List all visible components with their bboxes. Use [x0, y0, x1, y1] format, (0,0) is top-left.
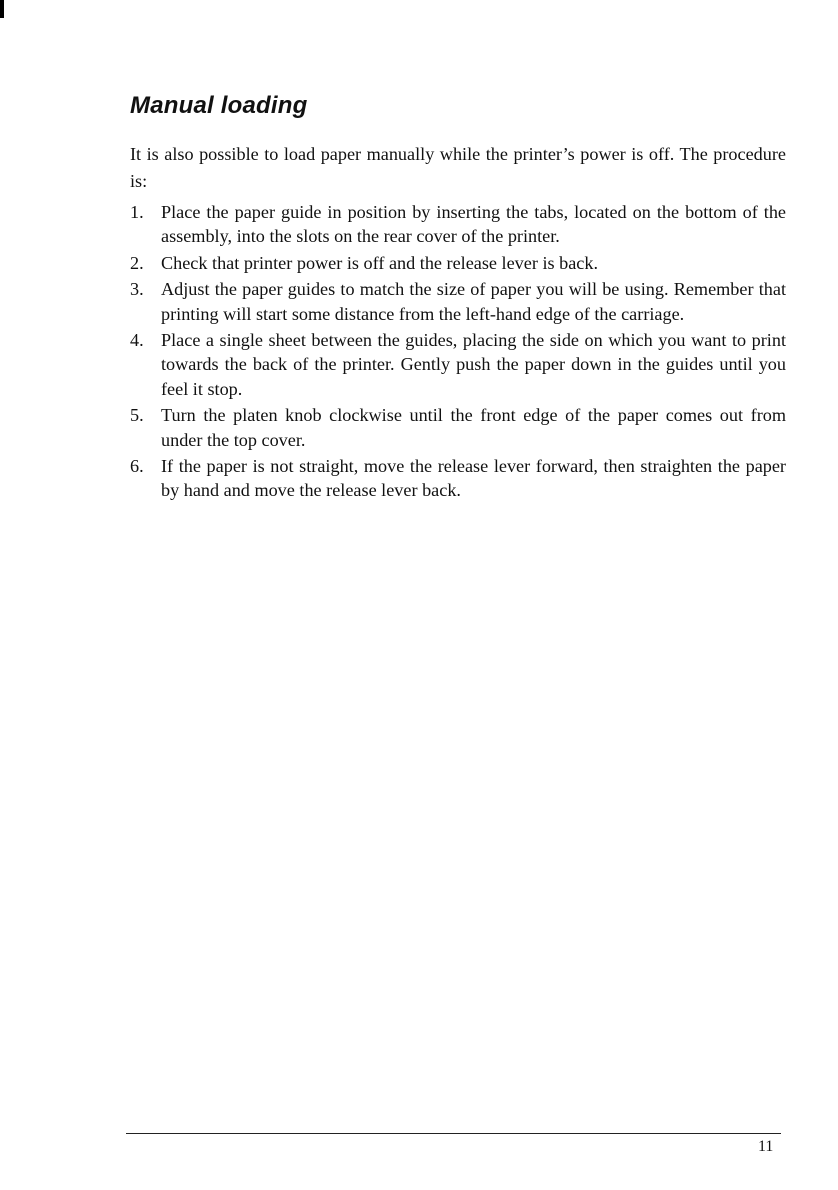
step-text: If the paper is not straight, move the release lever forward, then straighten the paper by hand and move the release lever back.	[161, 456, 786, 501]
step-text: Turn the platen knob clockwise until the front edge of the paper comes out from under the top cover.	[161, 405, 786, 450]
step-text: Place the paper guide in position by inserting the tabs, located on the bottom of the assembly, into the slots on the rear cover of the printer.	[161, 202, 786, 247]
section-heading: Manual loading	[130, 92, 308, 119]
scan-edge-mark	[0, 0, 4, 18]
step-text: Adjust the paper guides to match the size of paper you will be using. Remember that printing will start some distance from the left-hand edge of the carriage.	[161, 279, 786, 324]
page-number: 11	[758, 1138, 774, 1155]
step-text: Place a single sheet between the guides, placing the side on which you want to print towards the back of the printer. Gently push the paper down in the guides until you feel it stop.	[161, 330, 786, 399]
procedure-steps-list	[130, 200, 786, 505]
step-item	[130, 277, 786, 326]
step-number: 5.	[130, 405, 144, 426]
step-number: 6.	[130, 456, 144, 477]
step-item	[130, 200, 786, 249]
intro-paragraph: It is also possible to load paper manually while the printer’s power is off. The procedure is:	[130, 144, 786, 191]
step-item	[130, 328, 786, 401]
step-number: 3.	[130, 279, 144, 300]
step-item	[130, 454, 786, 503]
step-number: 2.	[130, 252, 144, 273]
footer-rule	[126, 1133, 781, 1134]
step-item	[130, 403, 786, 452]
step-number: 4.	[130, 330, 144, 351]
step-number: 1.	[130, 202, 144, 222]
step-text: Check that printer power is off and the release lever is back.	[161, 252, 599, 273]
step-item	[130, 251, 786, 275]
